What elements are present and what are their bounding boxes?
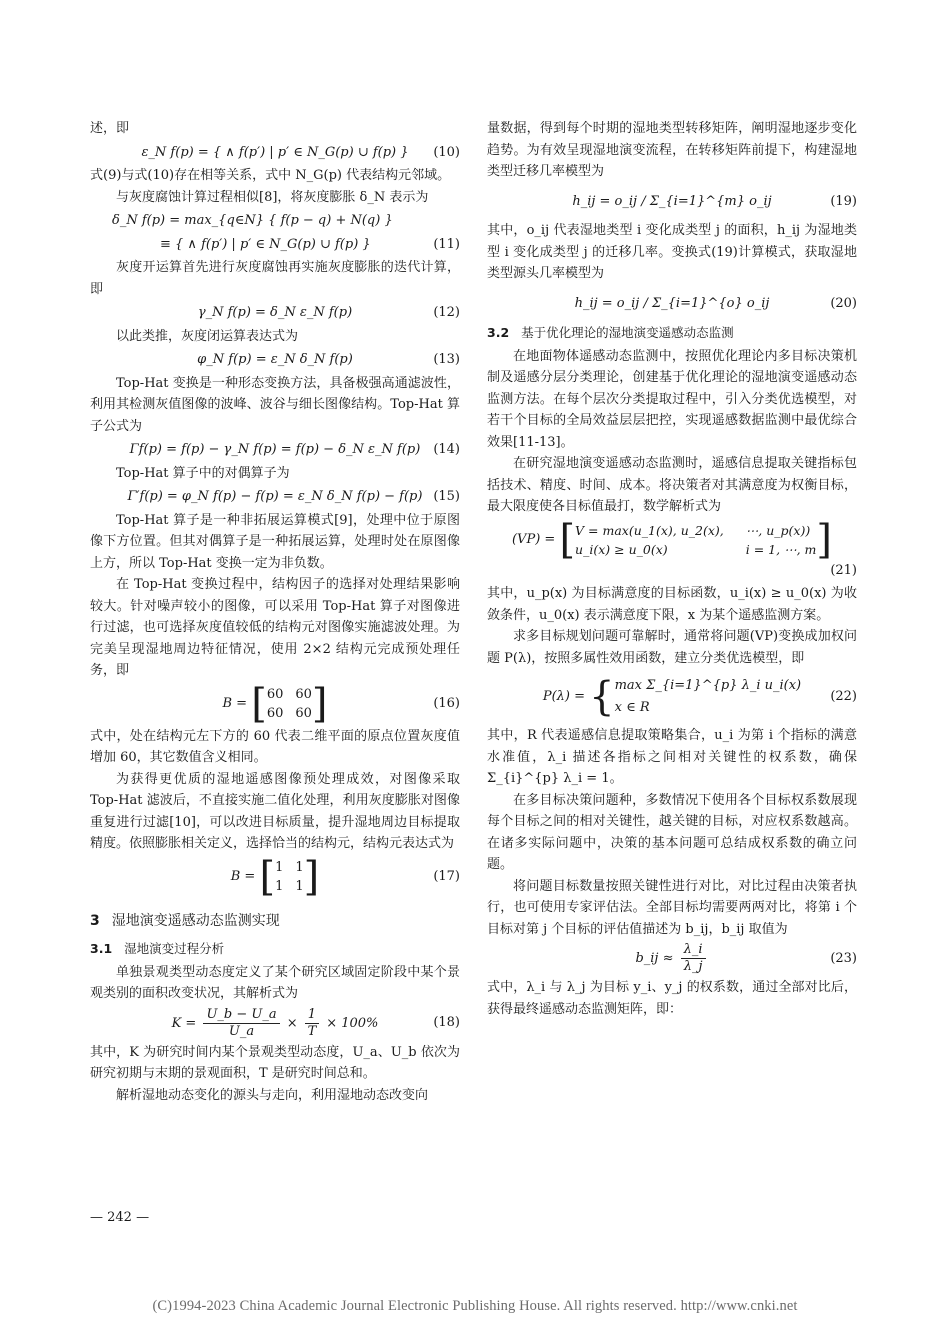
equation-10: ε_N f(p) = { ∧ f(p′) | p′ ∈ N_G(p) ∪ f(p) } (10): [141, 144, 460, 160]
paragraph: 量数据，得到每个时期的湿地类型转移矩阵，阐明湿地逐步变化趋势。为有效呈现湿地演变流程，在转移矩阵前提下，构建湿地类型迁移几率模型为: [487, 121, 857, 179]
paragraph: 其中，u_p(x) 为目标满意度的目标函数，u_i(x) ≥ u_0(x) 为收敛条件，u_0(x) 表示满意度下限，x 为某个遥感监测方案。: [487, 586, 857, 623]
left-column: [90, 118, 460, 1106]
paragraph: 以此类推，灰度闭运算表达式为: [116, 328, 299, 344]
paragraph: 述，即: [90, 121, 130, 136]
paragraph: 单独景观类型动态度定义了某个研究区域固定阶段中某个景观类别的面积改变状况，其解析式为: [90, 964, 460, 1001]
paragraph: Top-Hat 算子中的对偶算子为: [116, 465, 290, 481]
subsection-heading: 3.1 湿地演变过程分析: [90, 941, 225, 956]
paragraph: 灰度开运算首先进行灰度腐蚀再实施灰度膨胀的迭代计算，即: [90, 260, 460, 297]
paragraph: 在 Top-Hat 变换过程中，结构因子的选择对处理结果影响较大。针对噪声较小的图像，可以采用 Top-Hat 算子对图像进行过滤，也可选择灰度值较低的结构元对图像实施滤波处理。为完美呈现湿地周边特征情况，使用 2×2 结构元完成预处理任务，即: [90, 577, 460, 678]
paragraph: 其中，K 为研究时间内某个景观类型动态度，U_a、U_b 依次为研究初期与末期的景观面积，T 是研究时间总和。: [90, 1044, 460, 1081]
equation-21: (VP) = [ V = max(u_1(x), u_2(x), ⋯, u_p(x)) u_i(x) ≥ u_0(x) i = 1, ⋯, m ] (21): [511, 516, 857, 578]
copyright-footer: (C)1994-2023 China Academic Journal Electronic Publishing House. All rights reserved. http://www.cnki.net: [152, 1298, 798, 1314]
paragraph: 将问题目标数量按照关键性进行对比，对比过程由决策者执行，也可使用专家评估法。全部目标均需要两两对比，将第 i 个目标对第 j 个目标的评估值描述为 b_ij，b_ij 取值为: [487, 878, 857, 937]
equation-17: B = [ 1 1 1 1 ] (17): [230, 853, 460, 900]
right-column: [487, 118, 857, 1020]
paragraph: 式中，λ_i 与 λ_j 为目标 y_i、y_j 的权系数，通过全部对比后，获得最终遥感动态监测矩阵，即：: [487, 980, 857, 1017]
paragraph: 式中，处在结构元左下方的 60 代表二维平面的原点位置灰度值增加 60，其它数值含义相同。: [90, 728, 460, 765]
paragraph: 解析湿地动态变化的源头与走向，利用湿地动态改变向: [116, 1087, 429, 1103]
section-heading: 3 湿地演变遥感动态监测实现: [90, 912, 280, 929]
paragraph: 其中，o_ij 代表湿地类型 i 变化成类型 j 的面积，h_ij 为湿地类型 i 变化成类型 j 的迁移几率。变换式(19)计算模式，获取湿地类型源头几率模型为: [487, 223, 857, 281]
equation-12: γ_N f(p) = δ_N ε_N f(p) (12): [197, 305, 460, 320]
paragraph: 求多目标规划问题可靠解时，通常将问题(VP)变换成加权问题 P(λ)，按照多属性效用函数，建立分类优选模型，即: [487, 629, 857, 666]
equation-20: h_ij = o_ij / Σ_{i=1}^{o} o_ij (20): [574, 295, 857, 311]
paragraph: 与灰度腐蚀计算过程相似[8]，将灰度膨胀 δ_N 表示为: [116, 189, 429, 205]
paragraph: 在研究湿地演变遥感动态监测时，遥感信息提取关键指标包括技术、精度、时间、成本。将决策者对其满意度为权衡目标，最大限度使各目标值最打，数学解析式为: [487, 456, 857, 514]
paragraph: 在多目标决策问题种，多数情况下使用各个目标权系数展现每个目标之间的相对关键性，越关键的目标，对应权系数越高。在诸多实际问题中，决策的基本问题可总结成权系数的确立问题。: [487, 792, 857, 872]
equation-22: P(λ) = { max Σ_{i=1}^{p} λ_i u_i(x) x ∈ R (22): [542, 674, 857, 720]
equation-system: V = max(u_1(x), u_2(x), ⋯, u_p(x)) u_i(x) ≥ u_0(x) i = 1, ⋯, m: [575, 522, 817, 557]
equation-23: b_ij ≈ $\frac{\lambda\_i}{\lambda\_j}$ (23): [635, 942, 857, 974]
equation-18: K = $\frac{U\_b - U\_a}{U\_a}$ × $\frac{1}{T}$ × 100% (18): [171, 1006, 460, 1039]
matrix: 60 60 60 60: [266, 686, 312, 721]
equation-14: Γf(p) = f(p) − γ_N f(p) = f(p) − δ_N ε_N f(p) (14): [129, 442, 460, 457]
paragraph: 为获得更优质的湿地遥感图像预处理成效，对图像采取 Top-Hat 滤波后，不直接实施二值化处理，利用灰度膨胀对图像重复进行过滤[10]，可以改进目标质量，提升湿地周边目标提取精度。依照膨胀相关定义，选择恰当的结构元，结构元表达式为: [90, 771, 460, 851]
equation-19: h_ij = o_ij / Σ_{i=1}^{m} o_ij (19): [572, 193, 857, 209]
equation-11a: δ_N f(p) = max_{q∈N} { f(p − q) + N(q) }: [112, 213, 393, 228]
equation-15: Γ′f(p) = φ_N f(p) − f(p) = ε_N δ_N f(p) − f(p) (15): [127, 489, 460, 504]
subsection-heading: 3.2 基于优化理论的湿地演变遥感动态监测: [487, 325, 734, 340]
equation-16: B = [ 60 60 60 60 ] (16): [222, 680, 460, 727]
equation-13: φ_N f(p) = ε_N δ_N f(p) (13): [197, 352, 460, 367]
paragraph: 其中，R 代表遥感信息提取策略集合，u_i 为第 i 个指标的满意水准值，λ_i 描述各指标之间相对关键性的权系数，确保 Σ_{i}^{p} λ_i = 1。: [487, 728, 857, 786]
paragraph: Top-Hat 变换是一种形态变换方法，具备极强高通滤波性，利用其检测灰值图像的波峰、波谷与细长图像结构。Top-Hat 算子公式为: [90, 375, 460, 434]
page-number: — 242 —: [90, 1210, 150, 1225]
matrix: 1 1 1 1: [275, 859, 304, 894]
paragraph: Top-Hat 算子是一种非拓展运算模式[9]，处理中位于原图像下方位置。但其对偶算子是一种拓展运算，处理时处在原图像上方，所以 Top-Hat 变换一定为非负数。: [90, 512, 460, 571]
equation-11b: ≡ { ∧ f(p′) | p′ ∈ N_G(p) ∪ f(p) } (11): [160, 236, 460, 252]
paragraph: 在地面物体遥感动态监测中，按照优化理论内多目标决策机制及遥感分层分类理论，创建基于优化理论的湿地演变遥感动态监测方法。在每个层次分类提取过程中，引入分类优选模型，对若干个目标的全局效益层层把控，实现遥感数据监测中最优综合效果[11-13]。: [487, 348, 857, 450]
paragraph: 式(9)与式(10)存在相等关系，式中 N_G(p) 代表结构元邻域。: [90, 168, 451, 183]
